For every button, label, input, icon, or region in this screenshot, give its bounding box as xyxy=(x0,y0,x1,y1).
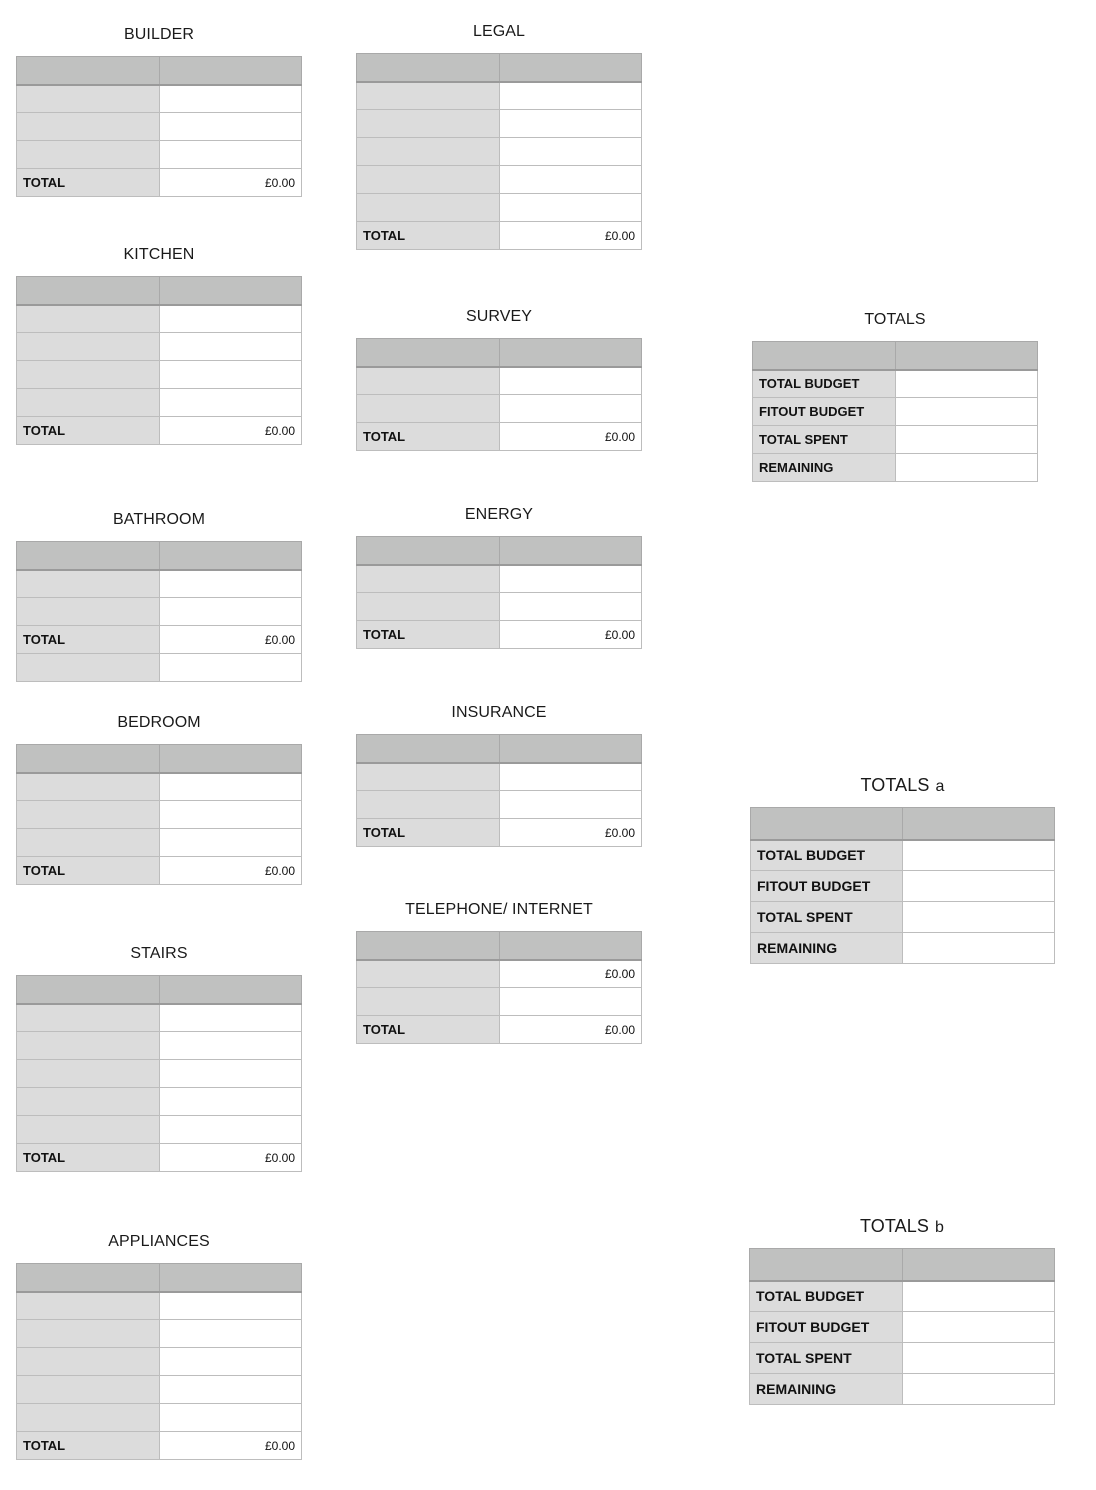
total-row xyxy=(357,1016,642,1044)
value-cell[interactable] xyxy=(159,1088,302,1116)
header-cell[interactable] xyxy=(357,339,500,367)
label-cell[interactable] xyxy=(17,389,160,417)
table-row xyxy=(17,361,302,389)
table-row xyxy=(357,791,642,819)
label-cell[interactable] xyxy=(17,1060,160,1088)
kitchen-title: KITCHEN xyxy=(123,246,195,263)
total-value[interactable]: £0.00 xyxy=(159,169,302,197)
energy-section xyxy=(356,504,642,656)
value-cell[interactable] xyxy=(499,367,642,395)
totals-label: TOTAL SPENT xyxy=(753,426,896,454)
table-row xyxy=(357,82,642,110)
totals-label: FITOUT BUDGET xyxy=(753,398,896,426)
total-value[interactable]: £0.00 xyxy=(499,819,642,847)
header-cell[interactable] xyxy=(499,339,642,367)
value-cell[interactable] xyxy=(159,1060,302,1088)
insurance-title: INSURANCE xyxy=(451,704,547,721)
value-cell[interactable] xyxy=(159,801,302,829)
value-cell[interactable] xyxy=(499,988,642,1016)
label-cell[interactable] xyxy=(357,565,500,593)
value-cell[interactable] xyxy=(499,791,642,819)
value-cell[interactable] xyxy=(499,82,642,110)
totals-row xyxy=(753,426,1038,454)
header-cell[interactable] xyxy=(499,54,642,82)
table-row xyxy=(17,1292,302,1320)
header-cell[interactable] xyxy=(17,976,160,1004)
label-cell[interactable] xyxy=(357,593,500,621)
totals-label: REMAINING xyxy=(751,933,903,964)
value-cell[interactable] xyxy=(159,333,302,361)
total-value[interactable]: £0.00 xyxy=(159,626,302,654)
bathroom-table xyxy=(16,541,302,682)
header-cell[interactable] xyxy=(895,342,1038,370)
header-cell[interactable] xyxy=(17,57,160,85)
table-row xyxy=(357,110,642,138)
table-row xyxy=(17,85,302,113)
label-cell[interactable] xyxy=(17,305,160,333)
header-cell[interactable] xyxy=(159,277,302,305)
total-label: TOTAL xyxy=(17,417,160,445)
totals-value[interactable] xyxy=(902,1343,1055,1374)
total-row xyxy=(17,169,302,197)
header-cell[interactable] xyxy=(17,542,160,570)
table-row xyxy=(17,1376,302,1404)
totals-row xyxy=(750,1312,1055,1343)
total-label: TOTAL xyxy=(357,222,500,250)
total-row xyxy=(357,423,642,451)
label-cell[interactable] xyxy=(17,1032,160,1060)
label-cell[interactable] xyxy=(17,829,160,857)
header-row xyxy=(17,57,302,85)
bathroom-title: BATHROOM xyxy=(112,511,206,528)
header-cell[interactable] xyxy=(357,54,500,82)
table-row xyxy=(357,763,642,791)
header-cell[interactable] xyxy=(903,808,1055,840)
stairs-table xyxy=(16,975,302,1172)
totals-label: TOTAL BUDGET xyxy=(751,840,903,871)
value-cell[interactable] xyxy=(159,598,302,626)
table-row xyxy=(17,1060,302,1088)
table-row xyxy=(17,333,302,361)
stairs-title: STAIRS xyxy=(130,945,188,962)
value-cell[interactable] xyxy=(159,829,302,857)
survey-title: SURVEY xyxy=(465,308,533,325)
totals-table xyxy=(752,341,1038,482)
header-cell[interactable] xyxy=(499,537,642,565)
value-cell[interactable]: £0.00 xyxy=(499,960,642,988)
value-cell[interactable] xyxy=(499,565,642,593)
total-value[interactable]: £0.00 xyxy=(159,857,302,885)
telephone-table xyxy=(356,931,642,1044)
total-label: TOTAL xyxy=(17,169,160,197)
table-row xyxy=(357,988,642,1016)
totals-value[interactable] xyxy=(902,1374,1055,1405)
value-cell[interactable] xyxy=(159,1292,302,1320)
value-cell[interactable] xyxy=(159,654,302,682)
label-cell[interactable] xyxy=(17,85,160,113)
totals-label: REMAINING xyxy=(750,1374,903,1405)
total-value[interactable]: £0.00 xyxy=(499,621,642,649)
table-row xyxy=(17,389,302,417)
totals-row xyxy=(751,840,1055,871)
label-cell[interactable] xyxy=(17,1320,160,1348)
label-cell[interactable] xyxy=(17,1088,160,1116)
totals-row xyxy=(750,1374,1055,1405)
total-row xyxy=(17,417,302,445)
insurance-section xyxy=(356,702,642,854)
legal-title: LEGAL xyxy=(472,23,526,40)
total-value[interactable]: £0.00 xyxy=(159,1432,302,1460)
totals-label: TOTAL BUDGET xyxy=(750,1281,903,1312)
table-row xyxy=(357,194,642,222)
value-cell[interactable] xyxy=(159,773,302,801)
label-cell[interactable] xyxy=(17,1404,160,1432)
value-cell[interactable] xyxy=(159,85,302,113)
value-cell[interactable] xyxy=(159,1376,302,1404)
label-cell[interactable] xyxy=(357,960,500,988)
totals-a-table xyxy=(750,807,1055,964)
telephone-section xyxy=(356,899,642,1051)
header-cell[interactable] xyxy=(357,735,500,763)
totals-value[interactable] xyxy=(903,933,1055,964)
total-label: TOTAL xyxy=(17,1144,160,1172)
totals-label: FITOUT BUDGET xyxy=(750,1312,903,1343)
telephone-title: TELEPHONE/ INTERNET xyxy=(405,901,593,918)
table-row xyxy=(17,654,302,682)
header-cell[interactable] xyxy=(159,745,302,773)
total-row xyxy=(17,1144,302,1172)
builder-section xyxy=(16,24,302,204)
total-label: TOTAL xyxy=(357,1016,500,1044)
table-row xyxy=(357,565,642,593)
table-row xyxy=(357,138,642,166)
totals-value[interactable] xyxy=(895,370,1038,398)
total-row xyxy=(357,819,642,847)
label-cell[interactable] xyxy=(17,333,160,361)
total-label: TOTAL xyxy=(357,423,500,451)
label-cell[interactable] xyxy=(357,791,500,819)
label-cell[interactable] xyxy=(17,1004,160,1032)
totals-row xyxy=(753,398,1038,426)
totals-value[interactable] xyxy=(902,1312,1055,1343)
bathroom-section xyxy=(16,509,302,689)
totals-b-section xyxy=(749,1214,1055,1410)
totals-b-title xyxy=(749,1216,1055,1237)
table-row xyxy=(17,1404,302,1432)
table-row xyxy=(17,1088,302,1116)
survey-table xyxy=(356,338,642,451)
totals-row xyxy=(751,871,1055,902)
totals-label: TOTAL BUDGET xyxy=(753,370,896,398)
value-cell[interactable] xyxy=(159,1320,302,1348)
value-cell[interactable] xyxy=(499,763,642,791)
label-cell[interactable] xyxy=(17,1376,160,1404)
value-cell[interactable] xyxy=(159,141,302,169)
table-row xyxy=(17,1116,302,1144)
table-row xyxy=(357,395,642,423)
label-cell[interactable] xyxy=(17,598,160,626)
appliances-title: APPLIANCES xyxy=(108,1233,210,1250)
header-cell[interactable] xyxy=(357,537,500,565)
value-cell[interactable] xyxy=(499,593,642,621)
bedroom-table xyxy=(16,744,302,885)
totals-a-suffix: a xyxy=(935,778,945,795)
header-cell[interactable] xyxy=(17,1264,160,1292)
totals-label: TOTAL SPENT xyxy=(750,1343,903,1374)
totals-row xyxy=(750,1343,1055,1374)
header-row xyxy=(17,1264,302,1292)
totals-title: TOTALS xyxy=(864,311,926,328)
energy-title: ENERGY xyxy=(464,506,534,523)
header-row xyxy=(17,745,302,773)
value-cell[interactable] xyxy=(159,361,302,389)
totals-row xyxy=(750,1281,1055,1312)
label-cell[interactable] xyxy=(17,1348,160,1376)
totals-value[interactable] xyxy=(895,426,1038,454)
label-cell[interactable] xyxy=(357,82,500,110)
builder-title: BUILDER xyxy=(123,26,195,43)
table-row xyxy=(357,166,642,194)
totals-value[interactable] xyxy=(895,398,1038,426)
value-cell[interactable] xyxy=(499,166,642,194)
value-cell[interactable] xyxy=(159,570,302,598)
value-cell[interactable] xyxy=(159,1348,302,1376)
header-cell[interactable] xyxy=(17,745,160,773)
total-value[interactable]: £0.00 xyxy=(159,417,302,445)
label-cell[interactable] xyxy=(17,113,160,141)
table-row xyxy=(17,1348,302,1376)
totals-label: TOTAL SPENT xyxy=(751,902,903,933)
total-value[interactable]: £0.00 xyxy=(159,1144,302,1172)
stairs-section xyxy=(16,943,302,1181)
header-cell[interactable] xyxy=(753,342,896,370)
header-cell[interactable] xyxy=(159,1264,302,1292)
label-cell[interactable] xyxy=(357,194,500,222)
appliances-section xyxy=(16,1231,302,1469)
header-row xyxy=(17,277,302,305)
header-cell[interactable] xyxy=(751,808,903,840)
table-row xyxy=(17,1004,302,1032)
table-row xyxy=(17,1032,302,1060)
label-cell[interactable] xyxy=(17,1292,160,1320)
totals-a-title-text: TOTALS xyxy=(860,775,930,795)
table-row xyxy=(17,113,302,141)
header-row xyxy=(357,339,642,367)
builder-table xyxy=(16,56,302,197)
totals-b-table xyxy=(749,1248,1055,1405)
totals-section xyxy=(752,309,1038,491)
header-cell[interactable] xyxy=(750,1249,903,1281)
total-row xyxy=(357,621,642,649)
value-cell[interactable] xyxy=(159,113,302,141)
totals-row xyxy=(751,933,1055,964)
table-row xyxy=(17,1320,302,1348)
header-cell[interactable] xyxy=(357,932,500,960)
header-row xyxy=(357,735,642,763)
bedroom-title: BEDROOM xyxy=(117,714,201,731)
label-cell[interactable] xyxy=(357,166,500,194)
header-cell[interactable] xyxy=(159,57,302,85)
table-row xyxy=(17,570,302,598)
label-cell[interactable] xyxy=(357,763,500,791)
label-cell[interactable] xyxy=(17,1116,160,1144)
legal-table xyxy=(356,53,642,250)
total-label: TOTAL xyxy=(17,1432,160,1460)
header-cell[interactable] xyxy=(499,735,642,763)
total-value[interactable]: £0.00 xyxy=(499,423,642,451)
label-cell[interactable] xyxy=(17,654,160,682)
totals-b-title-text: TOTALS xyxy=(860,1216,929,1236)
totals-value[interactable] xyxy=(903,902,1055,933)
label-cell[interactable] xyxy=(17,141,160,169)
value-cell[interactable] xyxy=(159,1004,302,1032)
survey-section xyxy=(356,306,642,458)
total-label: TOTAL xyxy=(357,621,500,649)
table-row xyxy=(17,829,302,857)
table-row xyxy=(17,598,302,626)
header-cell[interactable] xyxy=(902,1249,1055,1281)
totals-value[interactable] xyxy=(903,840,1055,871)
table-row xyxy=(17,141,302,169)
table-row xyxy=(17,305,302,333)
appliances-table xyxy=(16,1263,302,1460)
value-cell[interactable] xyxy=(499,194,642,222)
total-row xyxy=(17,626,302,654)
label-cell[interactable] xyxy=(17,801,160,829)
total-row xyxy=(17,1432,302,1460)
insurance-table xyxy=(356,734,642,847)
total-row xyxy=(357,222,642,250)
header-row xyxy=(753,342,1038,370)
totals-value[interactable] xyxy=(902,1281,1055,1312)
total-row xyxy=(17,857,302,885)
label-cell[interactable] xyxy=(357,138,500,166)
totals-value[interactable] xyxy=(903,871,1055,902)
label-cell[interactable] xyxy=(357,988,500,1016)
value-cell[interactable] xyxy=(499,138,642,166)
totals-label: REMAINING xyxy=(753,454,896,482)
total-label: TOTAL xyxy=(357,819,500,847)
legal-section xyxy=(356,21,642,261)
total-label: TOTAL xyxy=(17,626,160,654)
totals-row xyxy=(751,902,1055,933)
label-cell[interactable] xyxy=(357,395,500,423)
header-cell[interactable] xyxy=(159,976,302,1004)
header-row xyxy=(357,54,642,82)
totals-label: FITOUT BUDGET xyxy=(751,871,903,902)
value-cell[interactable] xyxy=(159,1032,302,1060)
table-row xyxy=(357,367,642,395)
totals-value[interactable] xyxy=(895,454,1038,482)
totals-b-suffix: b xyxy=(934,1219,944,1236)
total-label: TOTAL xyxy=(17,857,160,885)
header-row xyxy=(751,808,1055,840)
kitchen-table xyxy=(16,276,302,445)
value-cell[interactable] xyxy=(159,305,302,333)
header-cell[interactable] xyxy=(17,277,160,305)
header-cell[interactable] xyxy=(159,542,302,570)
table-row xyxy=(17,773,302,801)
label-cell[interactable] xyxy=(17,361,160,389)
bedroom-section xyxy=(16,712,302,892)
value-cell[interactable] xyxy=(499,395,642,423)
total-value[interactable]: £0.00 xyxy=(499,1016,642,1044)
header-row xyxy=(750,1249,1055,1281)
header-row xyxy=(17,542,302,570)
value-cell[interactable] xyxy=(499,110,642,138)
label-cell[interactable] xyxy=(357,367,500,395)
table-row xyxy=(17,801,302,829)
table-row xyxy=(357,960,642,988)
totals-a-section xyxy=(750,773,1055,969)
value-cell[interactable] xyxy=(159,1404,302,1432)
kitchen-section xyxy=(16,244,302,454)
label-cell[interactable] xyxy=(17,570,160,598)
value-cell[interactable] xyxy=(159,389,302,417)
totals-a-title xyxy=(750,775,1055,796)
totals-row xyxy=(753,454,1038,482)
header-cell[interactable] xyxy=(499,932,642,960)
table-row xyxy=(357,593,642,621)
energy-table xyxy=(356,536,642,649)
total-value[interactable]: £0.00 xyxy=(499,222,642,250)
label-cell[interactable] xyxy=(357,110,500,138)
header-row xyxy=(357,932,642,960)
header-row xyxy=(357,537,642,565)
header-row xyxy=(17,976,302,1004)
value-cell[interactable] xyxy=(159,1116,302,1144)
label-cell[interactable] xyxy=(17,773,160,801)
totals-row xyxy=(753,370,1038,398)
